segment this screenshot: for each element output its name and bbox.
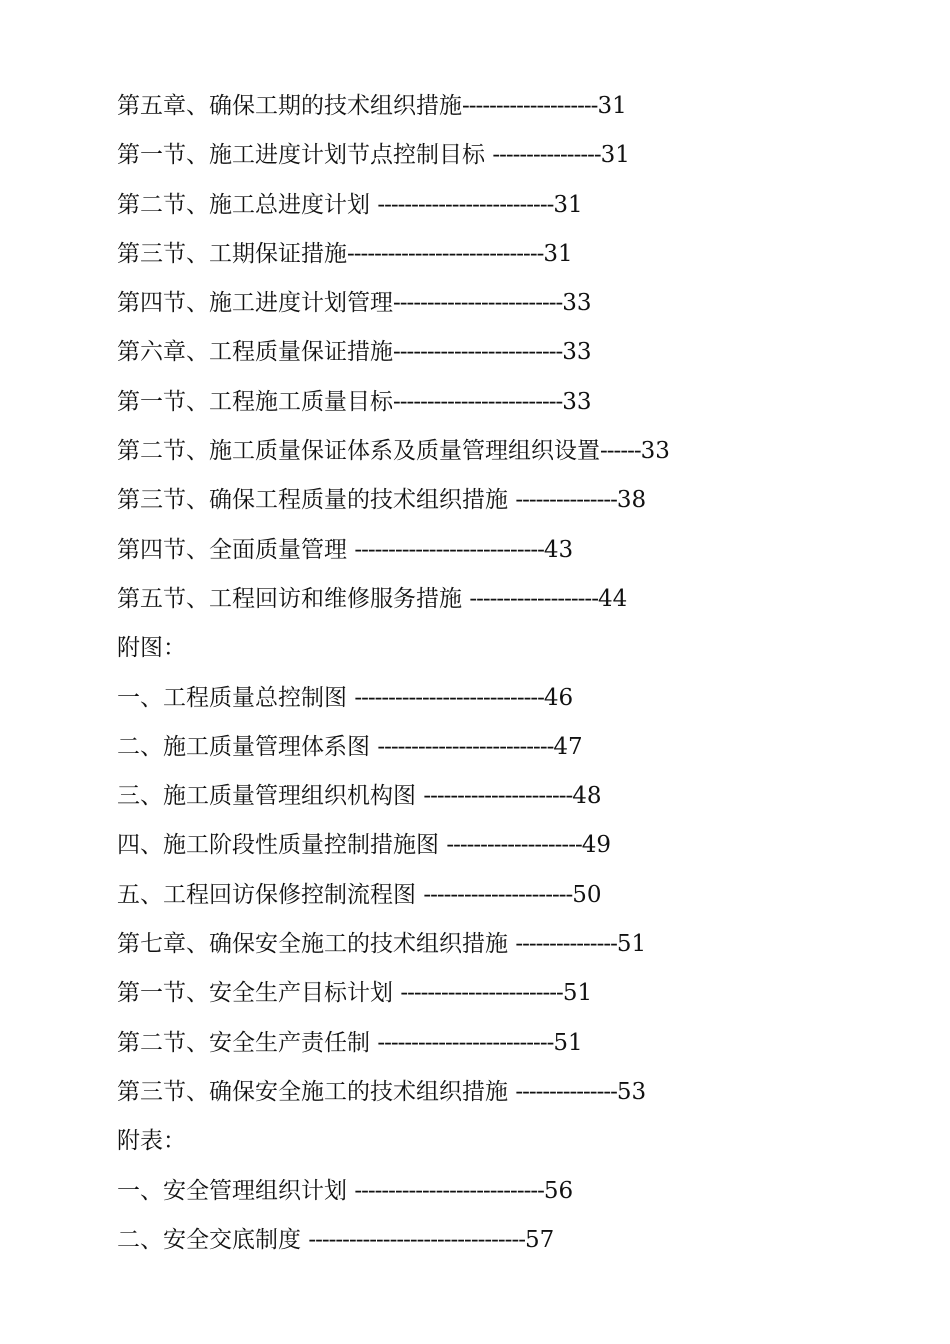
toc-title: 第六章、工程质量保证措施 bbox=[117, 339, 393, 366]
toc-title: 第二节、施工质量保证体系及质量管理组织设置 bbox=[117, 438, 600, 465]
toc-entry bbox=[117, 181, 817, 230]
toc-title: 一、工程质量总控制图 bbox=[117, 684, 355, 711]
toc-title: 第三节、确保安全施工的技术组织措施 bbox=[117, 1078, 516, 1105]
toc-title: 第五章、确保工期的技术组织措施 bbox=[117, 93, 462, 119]
toc-leader: ---------------------- bbox=[423, 881, 573, 908]
toc-entry bbox=[117, 920, 817, 969]
toc-entry bbox=[117, 674, 817, 723]
toc-entry bbox=[117, 378, 817, 427]
toc-leader: ------------------------ bbox=[400, 980, 563, 1007]
toc-page-number: 46 bbox=[543, 684, 574, 711]
toc-leader: ---------------------------- bbox=[354, 1177, 544, 1204]
toc-leader: -------------------- bbox=[446, 832, 582, 859]
toc-page-number: 31 bbox=[600, 142, 630, 169]
toc-leader: -------------------------- bbox=[377, 733, 554, 760]
toc-section-heading bbox=[117, 624, 817, 673]
toc-page-number: 31 bbox=[543, 240, 573, 267]
toc-entry bbox=[117, 230, 817, 279]
toc-entry bbox=[117, 575, 817, 624]
toc-title: 第三节、确保工程质量的技术组织措施 bbox=[117, 487, 516, 514]
toc-leader: ------------------- bbox=[469, 585, 598, 612]
toc-page-number: 33 bbox=[562, 339, 592, 366]
toc-leader: ------------------------- bbox=[393, 290, 563, 317]
toc-page-number: 31 bbox=[597, 93, 627, 119]
toc-page-number: 33 bbox=[640, 438, 670, 465]
toc-page-number: 33 bbox=[562, 290, 592, 317]
toc-entry bbox=[117, 131, 817, 180]
toc-entry bbox=[117, 328, 817, 377]
toc-page-number: 31 bbox=[553, 191, 583, 218]
toc-entry bbox=[117, 427, 817, 476]
toc-leader: --------------- bbox=[515, 931, 617, 958]
toc-entry bbox=[117, 1216, 817, 1265]
toc-page-number: 38 bbox=[616, 487, 647, 514]
toc-leader: -------------------------------- bbox=[308, 1226, 525, 1253]
toc-entry bbox=[117, 279, 817, 328]
toc-page-number: 49 bbox=[581, 832, 612, 859]
toc-page-number: 47 bbox=[553, 733, 583, 760]
toc-title: 第一节、安全生产目标计划 bbox=[117, 980, 401, 1007]
toc-page-number: 57 bbox=[525, 1226, 555, 1253]
toc-entry bbox=[117, 772, 817, 821]
toc-title: 第二节、施工总进度计划 bbox=[117, 191, 378, 218]
toc-leader: -------------------------- bbox=[377, 1029, 554, 1056]
toc-title: 一、安全管理组织计划 bbox=[117, 1177, 355, 1204]
toc-page-number: 50 bbox=[572, 881, 602, 908]
toc-page-number: 44 bbox=[597, 585, 628, 612]
toc-entry bbox=[117, 821, 817, 870]
toc-title: 附图： bbox=[117, 635, 186, 662]
toc-page-number: 48 bbox=[572, 783, 602, 810]
toc-leader: ----------------------------- bbox=[347, 240, 544, 267]
toc-leader: ------------------------- bbox=[393, 339, 563, 366]
toc-title: 二、施工质量管理体系图 bbox=[117, 733, 378, 760]
toc-leader: ---------------------------- bbox=[354, 536, 544, 563]
toc-leader: -------------------------- bbox=[377, 191, 554, 218]
toc-leader: ------ bbox=[600, 438, 641, 465]
toc-page-number: 53 bbox=[616, 1078, 647, 1105]
toc-page-number: 51 bbox=[553, 1029, 583, 1056]
toc-leader: --------------- bbox=[515, 1078, 617, 1105]
toc-title: 第五节、工程回访和维修服务措施 bbox=[117, 585, 470, 612]
toc-entry bbox=[117, 969, 817, 1018]
toc-title: 二、安全交底制度 bbox=[117, 1226, 309, 1253]
toc-entry bbox=[117, 1167, 817, 1216]
toc-entry bbox=[117, 1019, 817, 1068]
toc-title: 第一节、施工进度计划节点控制目标 bbox=[117, 142, 493, 169]
toc-leader: ---------------------------- bbox=[354, 684, 544, 711]
toc-section-heading bbox=[117, 1117, 817, 1166]
toc-title: 三、施工质量管理组织机构图 bbox=[117, 783, 424, 810]
toc-title: 第四节、全面质量管理 bbox=[117, 536, 355, 563]
toc-title: 第一节、工程施工质量目标 bbox=[117, 388, 393, 415]
toc-leader: -------------------- bbox=[462, 93, 598, 119]
table-of-contents bbox=[117, 82, 817, 1265]
toc-leader: ---------------------- bbox=[423, 783, 573, 810]
toc-title: 第七章、确保安全施工的技术组织措施 bbox=[117, 931, 516, 958]
toc-leader: ---------------- bbox=[492, 142, 601, 169]
toc-entry bbox=[117, 82, 817, 131]
toc-title: 第二节、安全生产责任制 bbox=[117, 1029, 378, 1056]
toc-title: 附表： bbox=[117, 1128, 186, 1155]
toc-title: 第四节、施工进度计划管理 bbox=[117, 290, 393, 317]
toc-entry bbox=[117, 1068, 817, 1117]
toc-title: 四、施工阶段性质量控制措施图 bbox=[117, 832, 447, 859]
toc-page-number: 43 bbox=[543, 536, 574, 563]
toc-title: 第三节、工期保证措施 bbox=[117, 240, 347, 267]
toc-page-number: 51 bbox=[616, 931, 647, 958]
toc-entry bbox=[117, 871, 817, 920]
toc-title: 五、工程回访保修控制流程图 bbox=[117, 881, 424, 908]
toc-entry bbox=[117, 476, 817, 525]
toc-page-number: 51 bbox=[562, 980, 593, 1007]
toc-entry bbox=[117, 526, 817, 575]
toc-page-number: 33 bbox=[562, 388, 592, 415]
toc-leader: --------------- bbox=[515, 487, 617, 514]
toc-entry bbox=[117, 723, 817, 772]
toc-page-number: 56 bbox=[543, 1177, 574, 1204]
toc-leader: ------------------------- bbox=[393, 388, 563, 415]
